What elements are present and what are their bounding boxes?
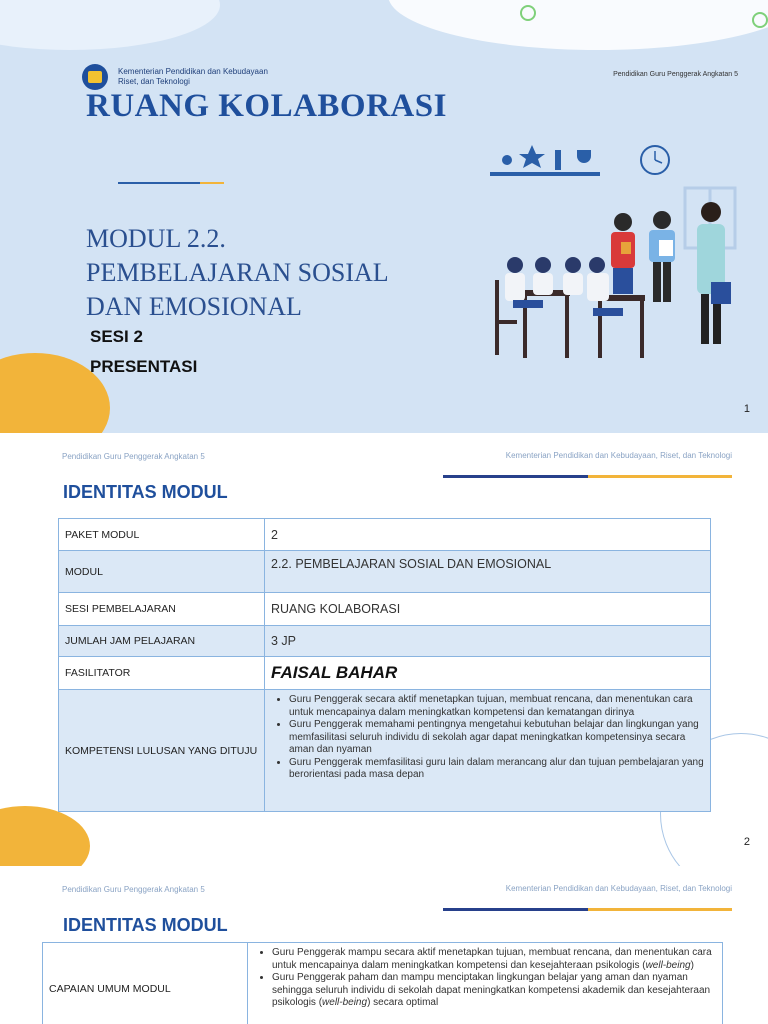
- presentation-label: PRESENTASI: [90, 357, 198, 376]
- divider: [118, 182, 200, 184]
- slide-identitas-modul-2: [0, 866, 768, 1024]
- table-row: [59, 657, 711, 690]
- row-label: FASILITATOR: [59, 657, 265, 690]
- background-blob: [0, 0, 220, 50]
- module-title-line: MODUL 2.2.: [86, 224, 226, 253]
- slide-identitas-modul: [0, 433, 768, 866]
- header-bar: [588, 475, 732, 478]
- row-label: MODUL: [59, 551, 265, 593]
- facilitator-name: FAISAL BAHAR: [265, 657, 711, 690]
- slide-cover: [0, 0, 768, 433]
- list-item: • Guru Penggerak mampu secara aktif menetapkan tujuan, membuat rencana, dan menentukan cara untuk mencapainya dalam meningkatkan kompetensi dan kesejahteraan psikologis (well-being): [272, 947, 716, 972]
- row-label: CAPAIAN UMUM MODUL: [43, 943, 248, 1024]
- ministry-name: Kementerian Pendidikan dan Kebudayaan Riset, dan Teknologi: [118, 67, 268, 86]
- ministry-name: Kementerian Pendidikan dan Kebudayaan, Riset, dan Teknologi: [505, 884, 732, 893]
- background-blob: [388, 0, 768, 50]
- header-bar: [443, 475, 588, 478]
- header-bar: [588, 908, 732, 911]
- decorative-ring: [520, 5, 536, 21]
- program-name: Pendidikan Guru Penggerak Angkatan 5: [613, 71, 738, 78]
- module-achievement-table: [42, 942, 723, 1024]
- program-name: Pendidikan Guru Penggerak Angkatan 5: [62, 452, 205, 461]
- row-label: SESI PEMBELAJARAN: [59, 593, 265, 626]
- page-number: 2: [743, 836, 750, 848]
- table-row: [59, 593, 711, 626]
- list-item: • Guru Penggerak paham dan mampu menciptakan lingkungan belajar yang aman dan nyaman sehingga seluruh individu di sekolah dapat meningkatkan kompetensi akademik dan kesejahteraan psikologis (well-being) secara optimal: [272, 972, 716, 1010]
- module-title-line: DAN EMOSIONAL: [86, 292, 302, 321]
- row-label: KOMPETENSI LULUSAN YANG DITUJU: [59, 690, 265, 812]
- table-row: [59, 690, 711, 812]
- session-label: SESI 2: [90, 327, 143, 346]
- classroom-illustration: [485, 140, 745, 370]
- page-number: 1: [743, 403, 750, 415]
- row-value: 2: [265, 519, 711, 551]
- section-title: IDENTITAS MODUL: [63, 482, 228, 502]
- module-title: [86, 222, 446, 324]
- decorative-ring: [752, 12, 768, 28]
- module-identity-table: [58, 518, 711, 812]
- row-label: PAKET MODUL: [59, 519, 265, 551]
- divider: [200, 182, 224, 184]
- row-value: 2.2. PEMBELAJARAN SOSIAL DAN EMOSIONAL: [265, 551, 711, 593]
- ministry-name: Kementerian Pendidikan dan Kebudayaan, Riset, dan Teknologi: [505, 451, 732, 460]
- module-title-line: PEMBELAJARAN SOSIAL: [86, 258, 389, 287]
- competency-list: [265, 690, 711, 812]
- achievement-list: [248, 943, 723, 1024]
- table-row: [43, 943, 723, 1024]
- list-item: • Guru Penggerak memahami pentingnya mengetahui kebutuhan belajar dan lingkungan yang memfasilitasi seluruh individu di sekolah agar dapat meningkatkan kompetensinya secara aman dan nyaman: [289, 719, 704, 757]
- program-name: Pendidikan Guru Penggerak Angkatan 5: [62, 885, 205, 894]
- page-title: RUANG KOLABORASI: [86, 88, 447, 124]
- row-value: RUANG KOLABORASI: [265, 593, 711, 626]
- list-item: • Guru Penggerak secara aktif menetapkan tujuan, membuat rencana, dan menentukan cara untuk mencapainya dalam meningkatkan kompetensi dan kematangan dirinya: [289, 694, 704, 719]
- row-value: 3 JP: [265, 626, 711, 657]
- table-row: [59, 519, 711, 551]
- table-row: [59, 626, 711, 657]
- header-bar: [443, 908, 588, 911]
- table-row: [59, 551, 711, 593]
- decorative-corner-shape: [0, 806, 90, 866]
- ministry-logo: [82, 64, 108, 90]
- row-label: JUMLAH JAM PELAJARAN: [59, 626, 265, 657]
- section-title: IDENTITAS MODUL: [63, 915, 228, 935]
- list-item: • Guru Penggerak memfasilitasi guru lain dalam merancang alur dan tujuan pembelajaran yang berorientasi pada masa depan: [289, 757, 704, 782]
